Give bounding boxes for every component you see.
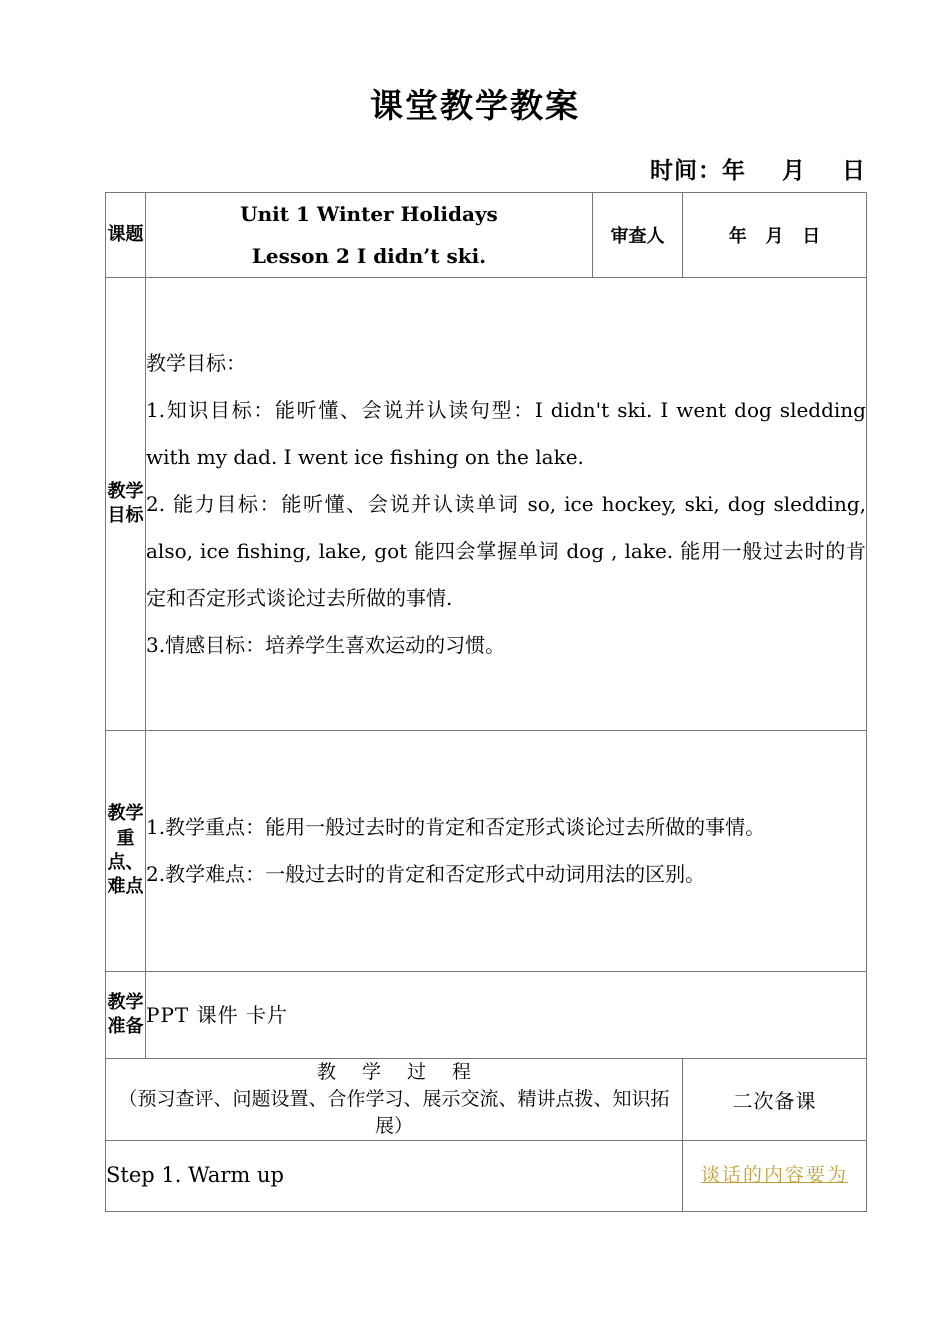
reviewer-date: 年 月 日 bbox=[683, 193, 867, 278]
table-row-step-1 bbox=[106, 1140, 867, 1211]
row-label-keypoints-text: 教学重点、难点 bbox=[107, 803, 144, 898]
row-label-topic bbox=[106, 193, 146, 278]
preparation-cell bbox=[146, 972, 867, 1059]
objectives-item-1: 1.知识目标：能听懂、会说并认读句型：I didn't ski. I went dog sledding with my dad. I went ice fishing on the lake. bbox=[146, 397, 866, 469]
step-1-note-cell bbox=[683, 1140, 867, 1211]
keypoints-cell bbox=[146, 731, 867, 972]
table-row-preparation bbox=[106, 972, 867, 1059]
row-label-preparation bbox=[106, 972, 146, 1059]
topic-title-cell bbox=[146, 193, 593, 278]
objectives-heading: 教学目标： bbox=[146, 350, 246, 375]
table-row-topic bbox=[106, 193, 867, 278]
step-1-note-text: 谈话的内容要为 bbox=[700, 1164, 848, 1187]
reviewer-label: 审查人 bbox=[593, 193, 683, 278]
process-header-sub: （预习查评、问题设置、合作学习、展示交流、精讲点拨、知识拓展） bbox=[118, 1087, 670, 1137]
table-row-keypoints bbox=[106, 731, 867, 972]
step-1-cell bbox=[106, 1140, 683, 1211]
topic-title-line2: Lesson 2 I didn’t ski. bbox=[251, 244, 487, 268]
table-row-process-header bbox=[106, 1059, 867, 1141]
row-label-topic-text: 课题 bbox=[107, 223, 144, 245]
row-label-preparation-text: 教学准备 bbox=[107, 991, 144, 1037]
keypoints-item-1: 1.教学重点：能用一般过去时的肯定和否定形式谈论过去所做的事情。 bbox=[146, 815, 766, 839]
second-prep-header: 二次备课 bbox=[683, 1059, 867, 1141]
row-label-objectives bbox=[106, 278, 146, 731]
objectives-cell bbox=[146, 278, 867, 731]
page-title: 课堂教学教案 bbox=[370, 86, 580, 125]
row-label-objectives-text: 教学目标 bbox=[107, 480, 144, 526]
preparation-content: PPT 课件 卡片 bbox=[146, 1002, 288, 1027]
row-label-keypoints bbox=[106, 731, 146, 972]
keypoints-item-2: 2.教学难点：一般过去时的肯定和否定形式中动词用法的区别。 bbox=[146, 862, 706, 886]
objectives-item-3: 3.情感目标：培养学生喜欢运动的习惯。 bbox=[146, 632, 506, 657]
header-date-line: 时间：年 月 日 bbox=[649, 158, 866, 184]
step-1-text: Step 1. Warm up bbox=[106, 1163, 284, 1188]
table-row-objectives bbox=[106, 278, 867, 731]
process-header-cell bbox=[106, 1059, 683, 1141]
objectives-item-2: 2. 能力目标：能听懂、会说并认读单词 so, ice hockey, ski, dog sledding, also, ice fishing, lake, got 能四会掌握单词 dog , lake. 能用一般过去时的肯定和否定形式谈论过去所做的事情. bbox=[146, 491, 866, 610]
topic-title-line1: Unit 1 Winter Holidays bbox=[240, 202, 498, 226]
process-header-main: 教 学 过 程 bbox=[316, 1061, 482, 1083]
lesson-plan-table bbox=[105, 192, 867, 1212]
